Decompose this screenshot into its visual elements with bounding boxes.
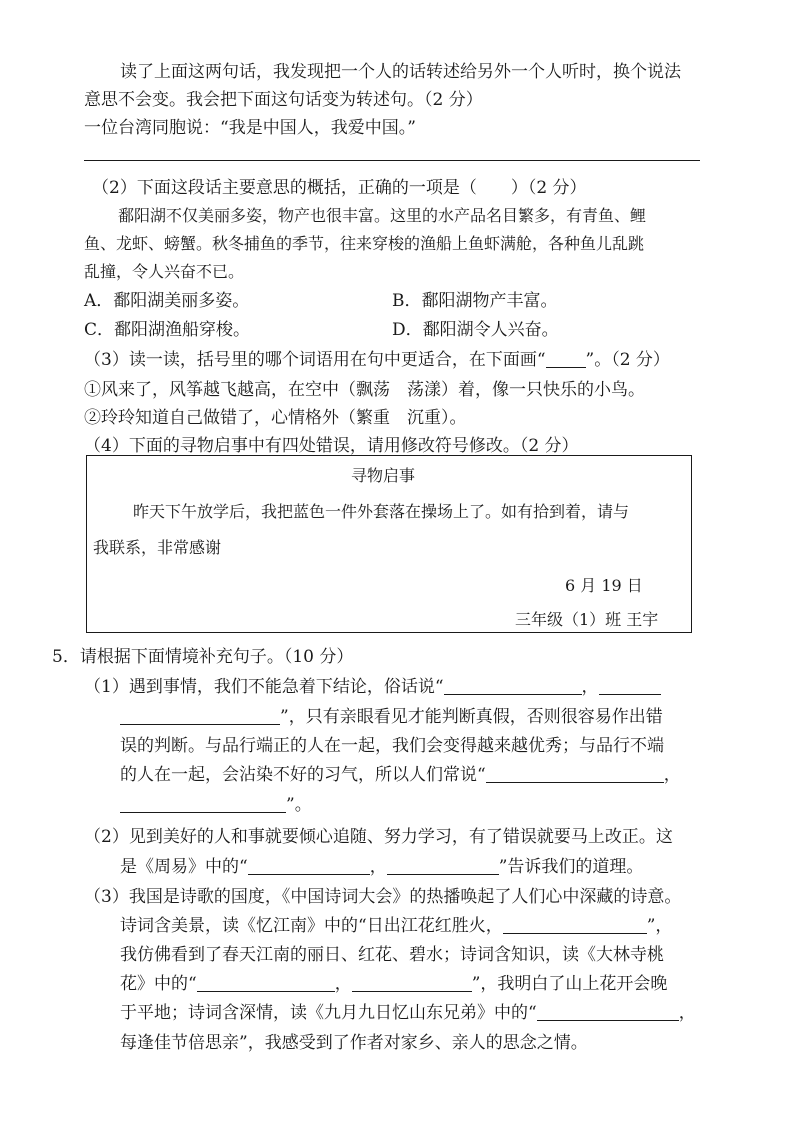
q5-1-text-a: （1）遇到事情，我们不能急着下结论，俗话说“ [84,677,444,697]
blank-8[interactable] [197,973,335,992]
item-1[interactable]: ①风来了，风筝越飞越高，在空中（飘荡 荡漾）着，像一只快乐的小鸟。 [84,380,645,400]
notice-body-2[interactable]: 我联系，非常感谢 [93,538,222,557]
q5-1-comma-a: ， [581,677,599,697]
question-4-3-points: ”。（2 分） [585,350,670,370]
blank-9[interactable] [352,973,472,992]
q5-1-text-b: ”，只有亲眼看见才能判断真假，否则很容易作出错 [280,707,663,727]
notice-date: 6 月 19 日 [565,576,643,595]
q5-3-line-5 [120,1001,696,1025]
q5-1-line-5 [120,793,312,817]
intro-line-1: 读了上面这两句话，我发现把一个人的话转述给另外一个人听时，换个说法 [120,62,681,82]
q5-3-text-c: 花》中的“ [120,974,197,994]
q5-3-text-e: 于平地；诗词含深情，读《九月九日忆山东兄弟》中的“ [120,1003,537,1023]
blank-6[interactable] [387,856,499,875]
option-b[interactable]: B．鄱阳湖物产丰富。 [392,291,558,311]
notice-body-1[interactable]: 昨天下午放学后，我把蓝色一件外套落在操场上了。如有拾到着，请与 [133,502,630,521]
notice-title: 寻物启事 [351,466,416,485]
option-d[interactable]: D．鄱阳湖令人兴奋。 [392,320,559,340]
passage-line-3: 乱撞，令人兴奋不已。 [84,262,245,281]
passage-line-1: 鄱阳湖不仅美丽多姿，物产也很丰富。这里的水产品名目繁多，有青鱼、鲤 [118,206,647,225]
q5-3-text-b: ”， [646,916,673,936]
blank-2a[interactable] [599,676,661,695]
question-4-4: （4）下面的寻物启事中有四处错误，请用修改符号修改。（2 分） [84,436,579,456]
blank-3[interactable] [486,764,664,783]
q5-3-comma: ， [334,974,352,994]
quote-sentence: 一位台湾同胞说：“我是中国人，我爱中国。” [84,118,416,138]
q5-1-text-d: ”。 [286,795,312,815]
q5-1-line-2 [120,705,663,729]
q5-2-comma: ， [369,857,387,877]
blank-4[interactable] [120,794,286,813]
q5-3-line-2 [120,914,672,938]
q5-2-line-1: （2）见到美好的人和事就要倾心追随、努力学习，有了错误就要马上改正。这 [84,827,673,847]
q5-3-line-6: 每逢佳节倍思亲”，我感受到了作者对家乡、亲人的思念之情。 [120,1033,588,1053]
blank-7[interactable] [503,915,647,934]
q5-3-text-f: ， [678,1003,696,1023]
blank-1[interactable] [444,676,582,695]
blank-2b[interactable] [120,706,280,725]
question-4-2: （2）下面这段话主要意思的概括，正确的一项是（ ）（2 分） [92,178,587,198]
q5-1-comma-b: ， [663,765,681,785]
answer-line[interactable] [84,160,700,161]
q5-2-text-b: ”告诉我们的道理。 [498,857,644,877]
q5-2-text-a: 是《周易》中的“ [120,857,248,877]
q5-3-text-d: ”，我明白了山上花开会晚 [471,974,668,994]
question-4-3 [84,348,670,372]
q5-1-line-1 [84,675,661,699]
q5-2-line-2 [120,855,643,879]
passage-line-2: 鱼、龙虾、螃蟹。秋冬捕鱼的季节，往来穿梭的渔船上鱼虾满舱，各种鱼儿乱跳 [84,234,645,253]
intro-line-2: 意思不会变。我会把下面这句话变为转述句。（2 分） [84,90,483,110]
q5-3-line-4 [120,972,667,996]
option-a[interactable]: A．鄱阳湖美丽多姿。 [84,291,250,311]
item-2[interactable]: ②玲玲知道自己做错了，心情格外（繁重 沉重）。 [84,408,467,428]
q5-3-line-1: （3）我国是诗歌的国度，《中国诗词大会》的热播唤起了人们心中深藏的诗意。 [84,887,682,907]
blank-5[interactable] [248,856,370,875]
q5-1-line-4 [120,763,681,787]
lost-notice-box [86,455,692,633]
blank-10[interactable] [537,1002,679,1021]
option-c[interactable]: C．鄱阳湖渔船穿梭。 [84,320,251,340]
q5-1-line-3: 误的判断。与品行端正的人在一起，我们会变得越来越优秀；与品行不端 [120,736,664,756]
question-4-3-text: （3）读一读，括号里的哪个词语用在句中更适合，在下面画“ [84,350,546,370]
notice-signature: 三年级（1）班 王宇 [515,610,659,629]
underline-sample [546,349,586,368]
question-5-title: 5．请根据下面情境补充句子。（10 分） [52,647,354,667]
q5-3-line-3: 我仿佛看到了春天江南的丽日、红花、碧水；诗词含知识，读《大林寺桃 [120,945,664,965]
q5-1-text-c: 的人在一起，会沾染不好的习气，所以人们常说“ [120,765,486,785]
q5-3-text-a: 诗词含美景，读《忆江南》中的“日出江花红胜火， [120,916,503,936]
